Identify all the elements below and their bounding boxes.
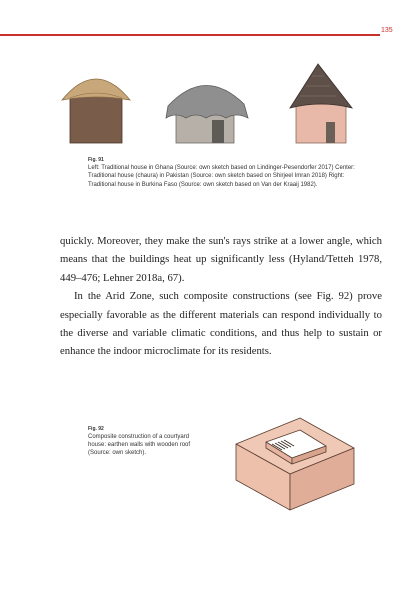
figure-91-illustration xyxy=(60,58,360,148)
ghana-house-sketch xyxy=(62,79,130,143)
figure-91-caption-text: Left: Traditional house in Ghana (Source: own sketch based on Lindinger-Pesendorfer 2017) Center: Traditional house (chaura) in Pakistan (Source: own sketch based on Shirjeel Imran 2018) Right: Traditional house in Burkina Faso (Source: own sketch based on Van der Kraaij 1982). xyxy=(88,165,355,188)
figure-92-caption-text: Composite construction of a courtyard house: earthen walls with wooden roof (Source: own sketch). xyxy=(88,434,191,457)
paragraph-1: quickly. Moreover, they make the sun's rays strike at a lower angle, which means that the buildings heat up significantly less (Hyland/Tetteh 1978, 449–476; Lehner 2018a, 67). xyxy=(60,235,382,284)
paragraph-2: In the Arid Zone, such composite constructions (see Fig. 92) prove especially favorable as the different materials can respond individually to the diverse and variable climatic conditions, and thus help to sustain or enhance the indoor microclimate for its residents. xyxy=(60,290,382,358)
body-text xyxy=(60,232,382,361)
page-number: 135 xyxy=(381,27,393,34)
figure-91-label: Fig. 91 xyxy=(88,157,104,163)
figure-92-label: Fig. 92 xyxy=(88,426,104,432)
figure-92-caption xyxy=(88,426,200,458)
header-rule xyxy=(0,34,380,36)
figure-92-illustration xyxy=(226,414,366,514)
courtyard-house-sketch xyxy=(236,418,354,510)
burkina-faso-house-sketch xyxy=(290,64,352,143)
figure-91-caption xyxy=(88,157,368,189)
pakistan-house-sketch xyxy=(166,85,248,143)
